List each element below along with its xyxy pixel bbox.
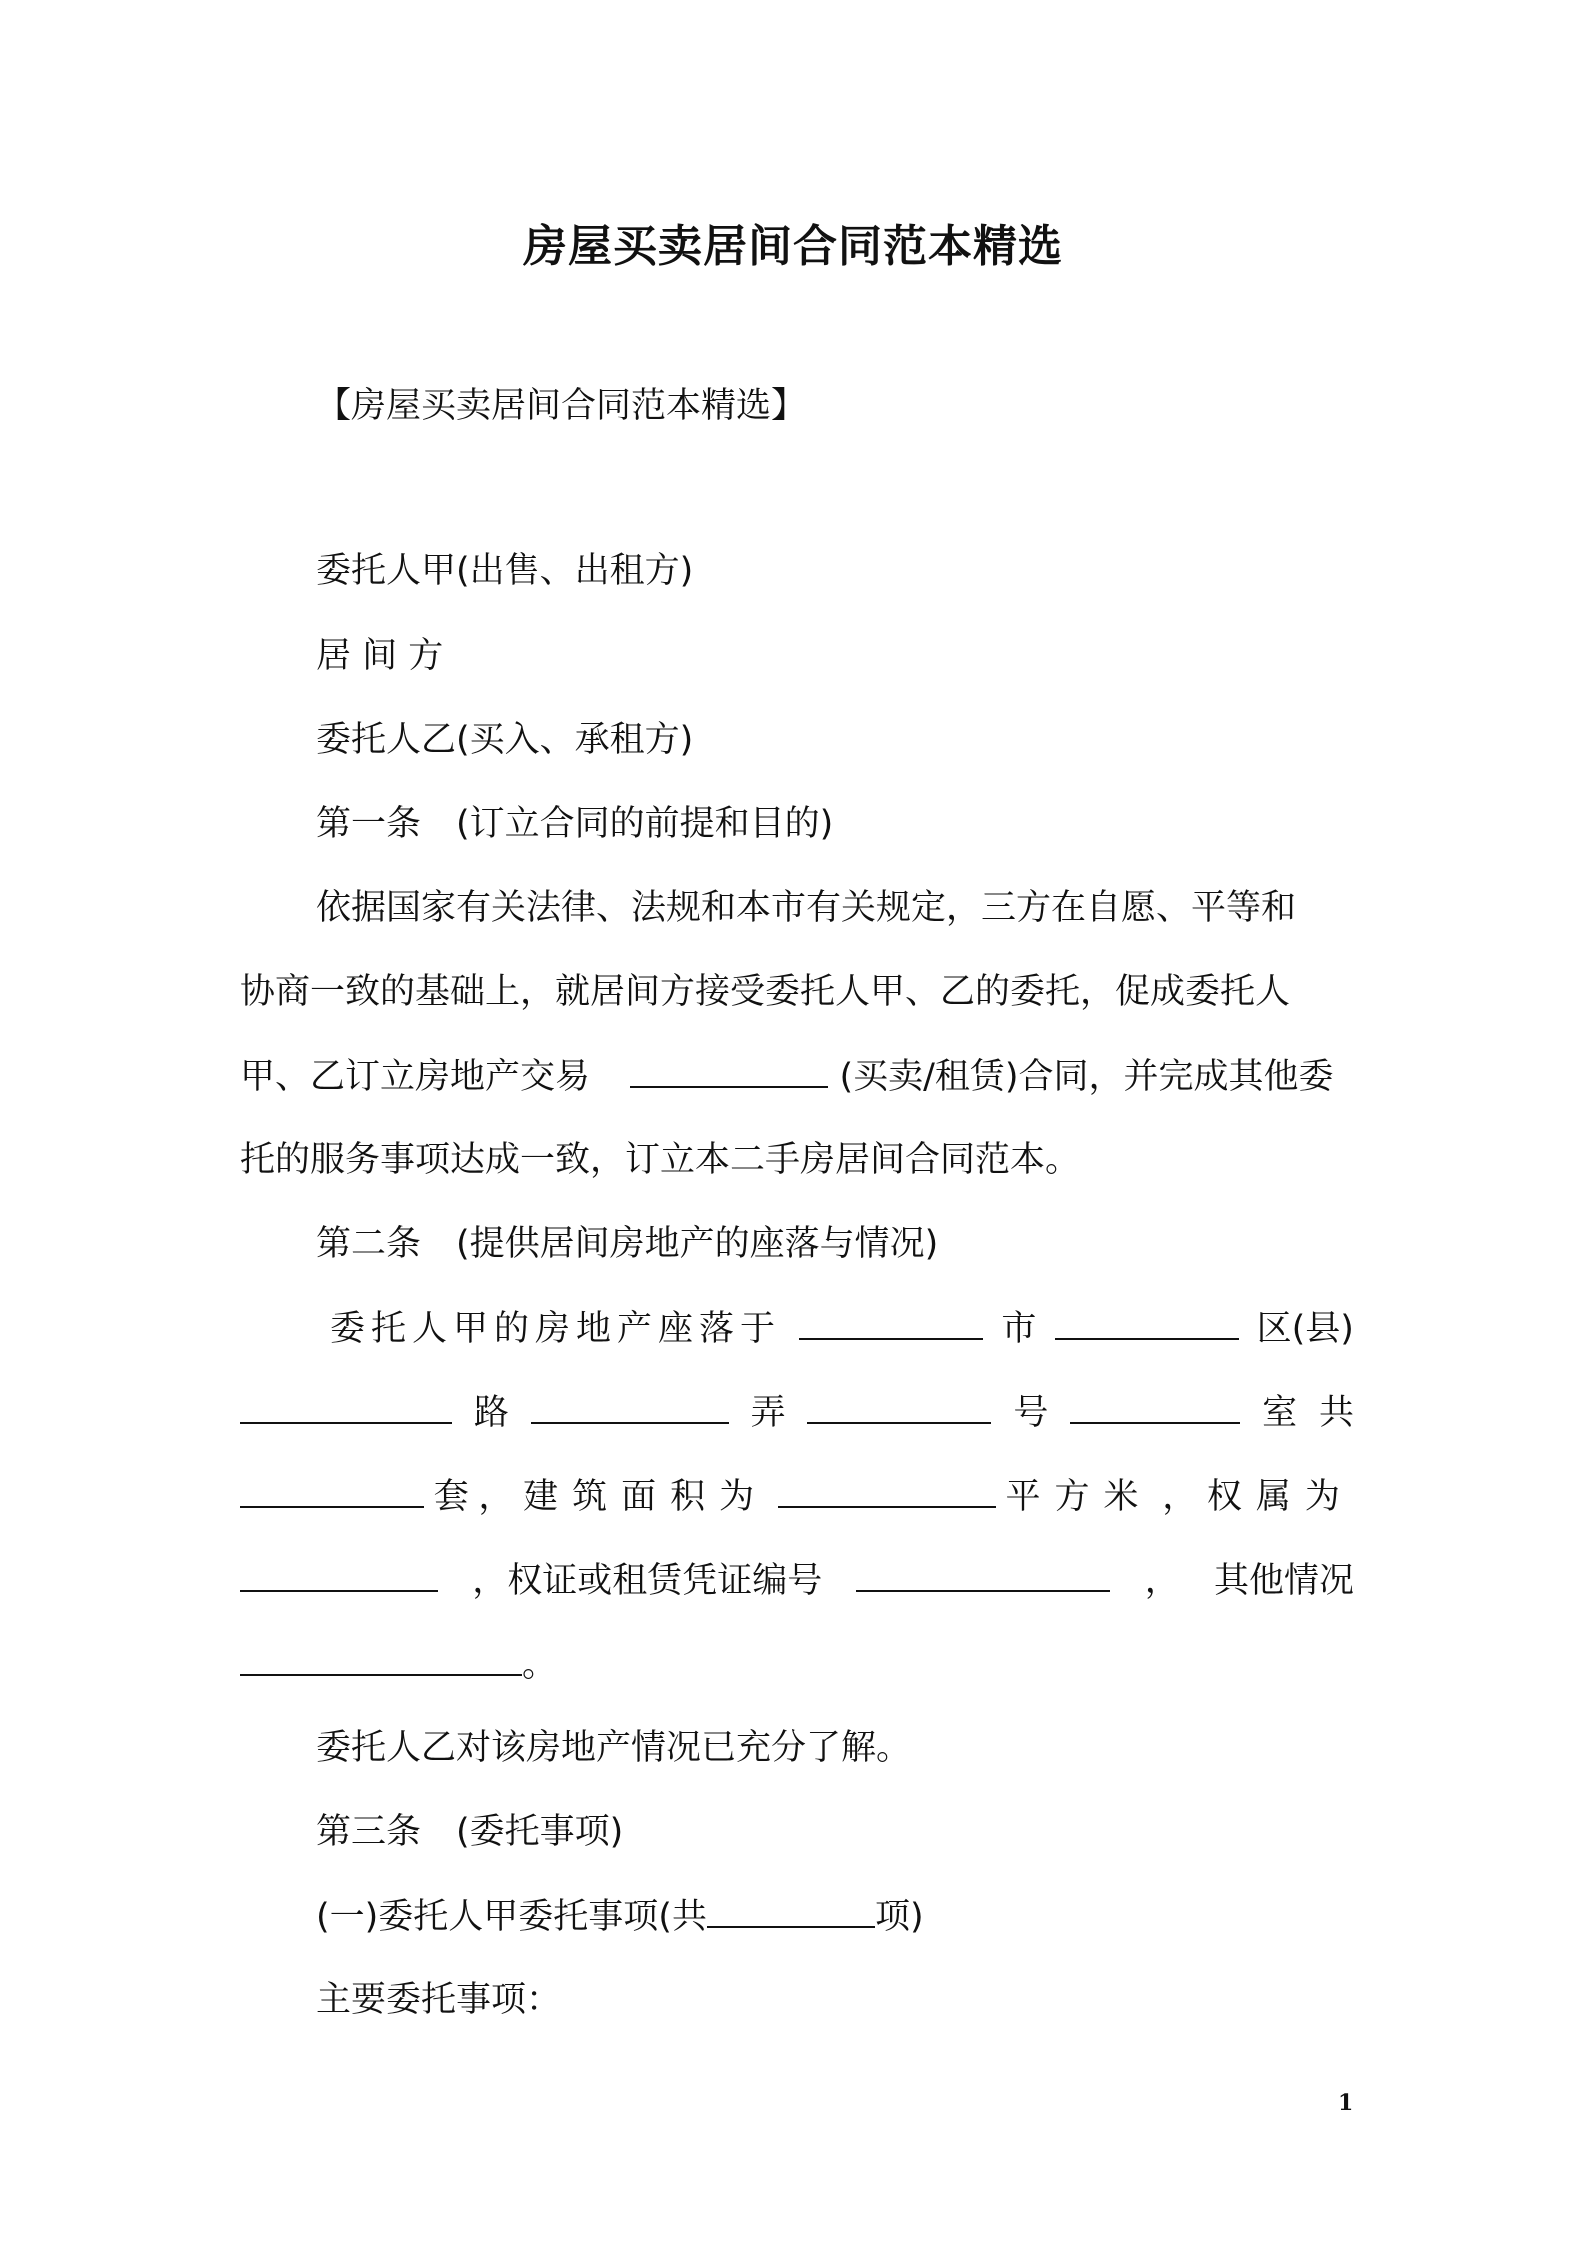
other-info-blank [240,1640,522,1676]
number-label: 号 [1013,1393,1049,1433]
comma-1: ， [478,1477,514,1517]
broker-line: 居 间 方 [316,636,444,676]
transaction-type-blank [630,1052,828,1088]
lane-label: 弄 [750,1393,786,1433]
article2-line3 [240,1472,1354,1521]
other-info-label: 其他情况 [1213,1561,1354,1601]
city-label: 市 [1001,1309,1037,1349]
road-label: 路 [473,1393,509,1433]
total-label: 共 [1318,1393,1354,1433]
district-label: 区(县) [1256,1309,1354,1349]
article2-heading: 第二条 (提供居间房地产的座落与情况) [316,1224,939,1264]
certificate-number-blank [856,1556,1110,1592]
sets-label: 套 [433,1477,469,1517]
article2-line2 [240,1388,1354,1437]
article2-line5 [240,1640,1354,1689]
sets-blank [240,1472,424,1508]
article2-line4 [240,1556,1354,1605]
number-blank [807,1388,991,1424]
floor-area-blank [778,1472,996,1508]
city-blank [799,1304,983,1340]
article1-paragraph-line3 [240,1052,1354,1101]
road-blank [240,1388,452,1424]
district-blank [1055,1304,1239,1340]
document-title: 房屋买卖居间合同范本精选 [523,221,1063,272]
property-location-label: 委托人甲的房地产座落于 [330,1309,782,1349]
article3-main-items: 主要委托事项： [316,1980,562,2020]
room-blank [1070,1388,1240,1424]
document-subtitle: 【房屋买卖居间合同范本精选】 [316,386,807,426]
article1-paragraph-line4: 托的服务事项达成一致，订立本二手房居间合同范本。 [240,1140,1081,1180]
article3-item1 [316,1892,924,1941]
article3-item1-suffix: 项) [874,1897,924,1937]
square-meter-label: 平方米 [1005,1477,1153,1517]
page-number: 1 [1338,2090,1354,2116]
article1-text-before-blank: 甲、乙订立房地产交易 [240,1057,591,1097]
comma-2: ， [1162,1477,1198,1517]
item-count-blank [707,1892,875,1928]
period-mark: 。 [522,1645,558,1685]
article2-line1 [330,1304,1354,1353]
party-b-line: 委托人乙(买入、承租方) [316,720,694,760]
party-a-line: 委托人甲(出售、出租方) [316,551,694,591]
article1-paragraph-line1: 依据国家有关法律、法规和本市有关规定，三方在自愿、平等和 [316,888,1297,928]
comma-3: ， [1144,1561,1180,1601]
certificate-number-label: ，权证或租赁凭证编号 [472,1561,823,1601]
ownership-blank [240,1556,438,1592]
article2-note: 委托人乙对该房地产情况已充分了解。 [316,1728,912,1768]
article1-text-after-blank: (买卖/租赁)合同，并完成其他委 [839,1057,1334,1097]
article3-item1-label: (一)委托人甲委托事项(共 [316,1897,707,1937]
floor-area-label: 建筑面积为 [523,1477,769,1517]
ownership-label: 权属为 [1206,1477,1354,1517]
article1-paragraph-line2: 协商一致的基础上，就居间方接受委托人甲、乙的委托，促成委托人 [240,972,1291,1012]
article1-heading: 第一条 (订立合同的前提和目的) [316,804,834,844]
room-label: 室 [1262,1393,1298,1433]
lane-blank [531,1388,729,1424]
article3-heading: 第三条 (委托事项) [316,1812,624,1852]
